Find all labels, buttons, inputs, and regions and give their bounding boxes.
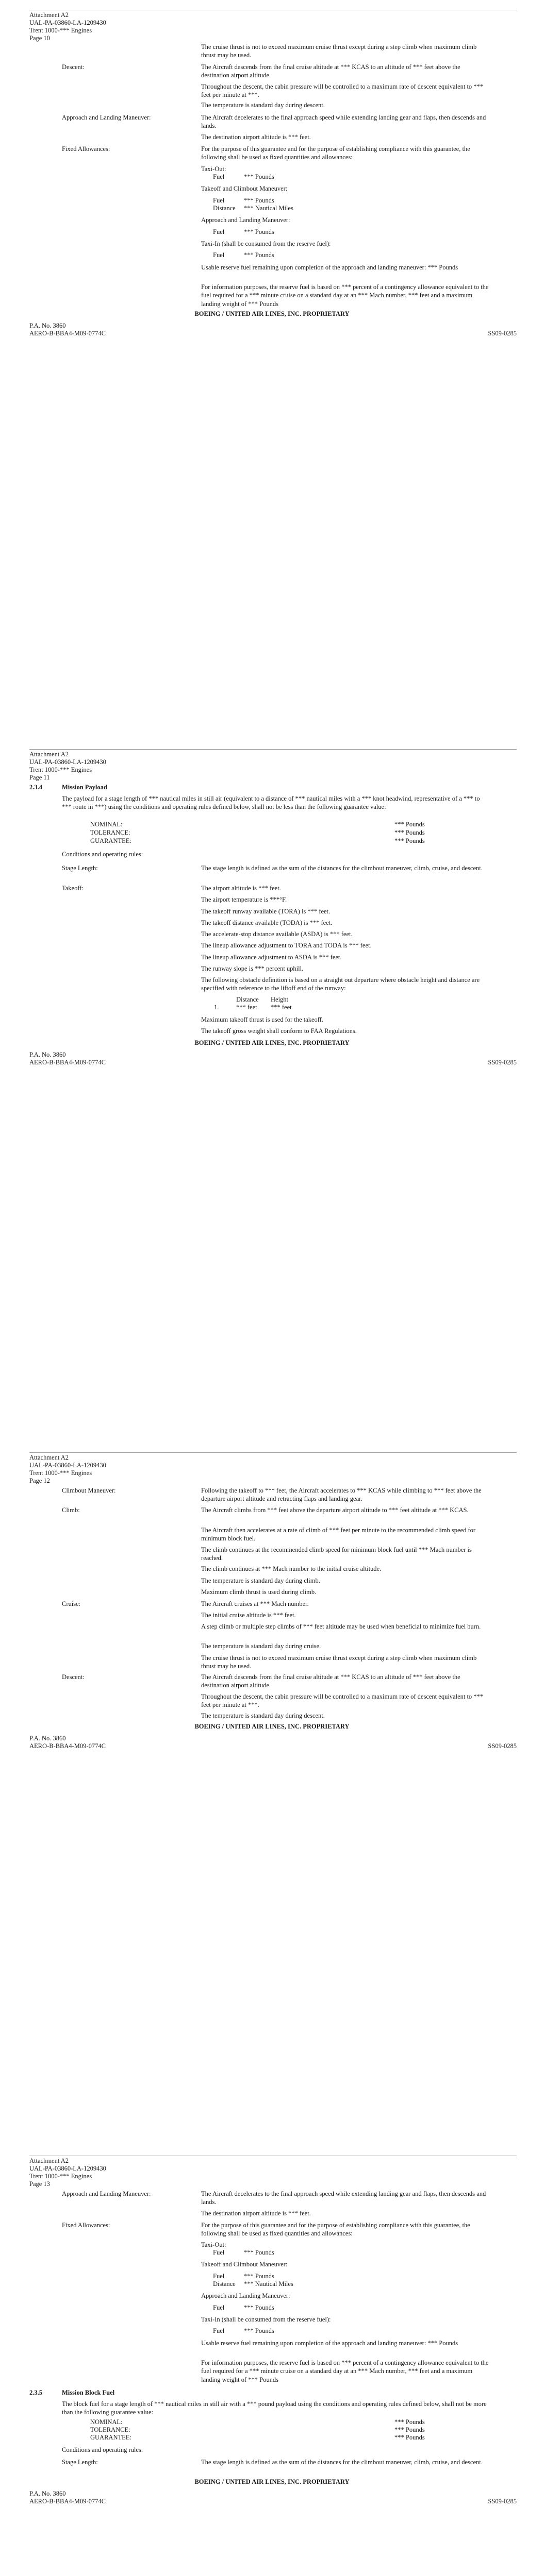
cruise-rule-1: The Aircraft cruises at *** Mach number. [201,1600,309,1607]
page-number: Page 11 [29,774,50,781]
approach-text-1: The Aircraft decelerates to the final approach speed while extending landing gear and flaps, then descends and lands. [201,114,486,130]
approach-text-1: The Aircraft decelerates to the final approach speed while extending landing gear and flaps, then descends and lands. [201,2190,486,2206]
guarantee-label: GUARANTEE: [90,837,131,844]
takeoff-fuel-label: Fuel [213,197,225,204]
attachment-label: Attachment A2 [29,2157,69,2164]
mission-block-fuel-intro: The block fuel for a stage length of *** nautical miles in still air with a *** pound payload using the conditions and operating rules defined below, shall not be more than the following guarantee value: [62,2400,487,2416]
takeoff-rule-9: The following obstacle definition is based on a straight out departure where obstacle height and distance are specified with reference to the liftoff end of the runway: [201,976,480,992]
doc-number: UAL-PA-03860-LA-1209430 [29,19,106,26]
takeoff-fuel-label: Fuel [213,2273,225,2280]
descent-rule-1: The Aircraft descends from the final cruise altitude at *** KCAS to an altitude of *** feet above the destination airport altitude. [201,1673,460,1689]
takeoff-rule-10: Maximum takeoff thrust is used for the takeoff. [201,1016,323,1023]
ss-code: SS09-0285 [488,1742,517,1750]
cruise-rule-5: The cruise thrust is not to exceed maximum cruise thrust except during a step climb when maximum climb thrust may be used. [201,1654,477,1670]
header-rule [29,1452,517,1453]
page-footer [29,1051,517,1066]
reserve-info-text: For information purposes, the reserve fuel is based on *** percent of a contingency allowance equivalent to the fuel required for a *** minute cruise on a standard day at an *** Mach number, *** feet and a maximum landing weight of *** Pounds [201,2359,489,2383]
climb-rule-5: The temperature is standard day during climb. [201,1577,320,1584]
pa-number: P.A. No. 3860 [29,1051,66,1058]
stage-length-label: Stage Length: [62,2459,98,2466]
taxi-out-label: Taxi-Out: [201,165,226,173]
page-12 [0,1406,544,2110]
page-footer [29,2490,517,2505]
attachment-label: Attachment A2 [29,751,69,758]
page-number: Page 10 [29,35,50,42]
approach-landing-label: Approach and Landing Maneuver: [201,2292,290,2299]
fixed-allowances-label: Fixed Allowances: [62,145,110,152]
section-title: Mission Block Fuel [62,2389,115,2396]
taxi-in-label: Taxi-In (shall be consumed from the reserve fuel): [201,240,331,247]
taxi-in-fuel-value: *** Pounds [244,251,274,259]
cruise-rule-2: The initial cruise altitude is *** feet. [201,1612,296,1619]
usable-reserve-text: Usable reserve fuel remaining upon completion of the approach and landing maneuver: *** Pounds [201,2340,458,2347]
page-footer [29,322,517,337]
climb-rule-1: The Aircraft climbs from *** feet above the departure airport altitude to *** feet altitude at *** KCAS. [201,1506,469,1514]
fixed-allowances-text: For the purpose of this guarantee and for the purpose of establishing compliance with this guarantee, the following shall be used as fixed quantities and allowances: [201,145,470,161]
taxi-out-label: Taxi-Out: [201,2241,226,2248]
takeoff-rule-6: The lineup allowance adjustment to TORA and TODA is *** feet. [201,942,372,949]
fixed-allowances-text: For the purpose of this guarantee and for the purpose of establishing compliance with this guarantee, the following shall be used as fixed quantities and allowances: [201,2222,470,2238]
descent-label: Descent: [62,63,85,71]
page-10 [0,0,544,703]
tolerance-value: *** Pounds [394,2426,425,2433]
climb-rule-3: The climb continues at the recommended climb speed for minimum block fuel until *** Mach number is reached. [201,1546,472,1562]
takeoff-label: Takeoff: [62,885,84,892]
taxi-in-fuel-label: Fuel [213,2327,225,2334]
climb-rule-2: The Aircraft then accelerates at a rate of climb of *** feet per minute to the recommended climb speed for minimum block fuel. [201,1527,476,1543]
cruise-rule-3: A step climb or multiple step climbs of *** feet altitude may be used when beneficial to minimize fuel burn. [201,1623,481,1630]
descent-text-1: The Aircraft descends from the final cruise altitude at *** KCAS to an altitude of *** feet above the destination airport altitude. [201,63,460,79]
doc-number: UAL-PA-03860-LA-1209430 [29,1462,106,1469]
reserve-info-text: For information purposes, the reserve fuel is based on *** percent of a contingency allowance equivalent to the fuel required for a *** minute cruise on a standard day at an *** Mach number, *** feet and a maximum landing weight of *** Pounds [201,283,489,308]
takeoff-distance-label: Distance [213,205,236,212]
engine-label: Trent 1000-*** Engines [29,2173,92,2180]
takeoff-rule-5: The accelerate-stop distance available (ASDA) is *** feet. [201,930,353,938]
taxi-out-fuel-label: Fuel [213,2249,225,2256]
page-number: Page 13 [29,2180,50,2188]
obstacle-distance-value: *** feet [236,1004,257,1011]
guarantee-label: GUARANTEE: [90,2434,131,2441]
pa-number: P.A. No. 3860 [29,2490,66,2497]
proprietary-notice: BOEING / UNITED AIR LINES, INC. PROPRIETARY [194,310,350,317]
approach-label: Approach and Landing Maneuver: [62,2190,151,2197]
takeoff-fuel-value: *** Pounds [244,197,274,204]
takeoff-rule-2: The airport temperature is ***°F. [201,896,287,903]
page-13 [0,2110,544,2576]
engine-label: Trent 1000-*** Engines [29,1469,92,1477]
cruise-thrust-text: The cruise thrust is not to exceed maximum cruise thrust except during a step climb when maximum climb thrust may be used. [201,43,477,59]
approach-label: Approach and Landing Maneuver: [62,114,151,121]
descent-rule-3: The temperature is standard day during descent. [201,1712,325,1719]
takeoff-fuel-value: *** Pounds [244,2273,274,2280]
descent-text-2: Throughout the descent, the cabin pressure will be controlled to a maximum rate of descent equivalent to *** feet per minute at ***. [201,83,484,99]
takeoff-climbout-label: Takeoff and Climbout Maneuver: [201,185,288,192]
section-number: 2.3.4 [29,784,42,791]
takeoff-rule-3: The takeoff runway available (TORA) is *** feet. [201,908,331,915]
takeoff-rule-4: The takeoff distance available (TODA) is *** feet. [201,919,333,926]
conditions-heading: Conditions and operating rules: [62,2446,143,2453]
pa-number: P.A. No. 3860 [29,1735,66,1742]
approach-fuel-label: Fuel [213,228,225,235]
descent-rule-2: Throughout the descent, the cabin pressure will be controlled to a maximum rate of descent equivalent to *** feet per minute at ***. [201,1693,484,1709]
ss-code: SS09-0285 [488,330,517,337]
climbout-text: Following the takeoff to *** feet, the Aircraft accelerates to *** KCAS while climbing to *** feet above the departure airport altitude and retracting flaps and landing gear. [201,1487,482,1503]
approach-fuel-value: *** Pounds [244,2304,274,2311]
attachment-label: Attachment A2 [29,11,69,19]
guarantee-value: *** Pounds [394,2434,425,2441]
takeoff-rule-1: The airport altitude is *** feet. [201,885,281,892]
engine-label: Trent 1000-*** Engines [29,27,92,34]
usable-reserve-text: Usable reserve fuel remaining upon completion of the approach and landing maneuver: *** Pounds [201,264,458,271]
takeoff-rule-7: The lineup allowance adjustment to ASDA is *** feet. [201,954,342,961]
cruise-label: Cruise: [62,1600,81,1607]
tolerance-label: TOLERANCE: [90,829,130,836]
ss-code: SS09-0285 [488,2498,517,2505]
attachment-label: Attachment A2 [29,1454,69,1461]
page-11 [0,703,544,1406]
engine-label: Trent 1000-*** Engines [29,766,92,773]
nominal-value: *** Pounds [394,821,425,828]
guarantee-value: *** Pounds [394,837,425,844]
ss-code: SS09-0285 [488,1059,517,1066]
nominal-label: NOMINAL: [90,821,123,828]
proprietary-notice: BOEING / UNITED AIR LINES, INC. PROPRIETARY [194,2478,350,2485]
page-header [29,2157,106,2188]
page-header [29,751,106,782]
approach-fuel-value: *** Pounds [244,228,274,235]
header-rule [29,749,517,750]
mission-payload-intro: The payload for a stage length of *** nautical miles in still air (equivalent to a distance of *** nautical miles with a *** knot headwind, representative of a *** to *** route in ***) using the conditions and operating rules defined below, shall not be less than the following guarantee value: [62,795,480,811]
climb-rule-4: The climb continues at *** Mach number to the initial cruise altitude. [201,1565,382,1572]
doc-number: UAL-PA-03860-LA-1209430 [29,2165,106,2172]
descent-text-3: The temperature is standard day during descent. [201,101,325,109]
taxi-out-fuel-value: *** Pounds [244,173,274,180]
taxi-in-fuel-label: Fuel [213,251,225,259]
conditions-heading: Conditions and operating rules: [62,851,143,858]
climb-rule-6: Maximum climb thrust is used during climb. [201,1588,317,1596]
fixed-allowances-label: Fixed Allowances: [62,2222,110,2229]
aero-code: AERO-B-BBA4-M09-0774C [29,1059,106,1066]
takeoff-rule-8: The runway slope is *** percent uphill. [201,965,304,972]
obstacle-row-number: 1. [214,1004,219,1011]
section-number: 2.3.5 [29,2389,42,2396]
climbout-label: Climbout Maneuver: [62,1487,116,1494]
cruise-rule-4: The temperature is standard day during cruise. [201,1642,321,1650]
proprietary-notice: BOEING / UNITED AIR LINES, INC. PROPRIETARY [194,1723,350,1730]
obstacle-height-value: *** feet [271,1004,292,1011]
takeoff-distance-value: *** Nautical Miles [244,205,293,212]
aero-code: AERO-B-BBA4-M09-0774C [29,2498,106,2505]
stage-length-label: Stage Length: [62,865,98,872]
pa-number: P.A. No. 3860 [29,322,66,329]
aero-code: AERO-B-BBA4-M09-0774C [29,330,106,337]
page-header [29,11,106,42]
page-footer [29,1735,517,1750]
nominal-label: NOMINAL: [90,2418,123,2426]
takeoff-climbout-label: Takeoff and Climbout Maneuver: [201,2261,288,2268]
approach-text-2: The destination airport altitude is *** feet. [201,2210,311,2217]
tolerance-value: *** Pounds [394,829,425,836]
page-header [29,1454,106,1485]
taxi-in-label: Taxi-In (shall be consumed from the reserve fuel): [201,2316,331,2323]
page-number: Page 12 [29,1477,50,1484]
obstacle-height-header: Height [271,996,289,1003]
approach-text-2: The destination airport altitude is *** feet. [201,133,311,141]
doc-number: UAL-PA-03860-LA-1209430 [29,758,106,766]
takeoff-distance-value: *** Nautical Miles [244,2280,293,2287]
proprietary-notice: BOEING / UNITED AIR LINES, INC. PROPRIETARY [194,1039,350,1046]
obstacle-distance-header: Distance [236,996,259,1003]
approach-landing-label: Approach and Landing Maneuver: [201,216,290,224]
section-title: Mission Payload [62,784,107,791]
takeoff-rule-11: The takeoff gross weight shall conform to FAA Regulations. [201,1027,357,1035]
descent-label: Descent: [62,1673,85,1681]
takeoff-distance-label: Distance [213,2280,236,2287]
tolerance-label: TOLERANCE: [90,2426,130,2433]
taxi-in-fuel-value: *** Pounds [244,2327,274,2334]
nominal-value: *** Pounds [394,2418,425,2426]
taxi-out-fuel-label: Fuel [213,173,225,180]
approach-fuel-label: Fuel [213,2304,225,2311]
stage-length-text: The stage length is defined as the sum of the distances for the climbout maneuver, climb, cruise, and descent. [201,865,483,872]
climb-label: Climb: [62,1506,80,1514]
stage-length-text: The stage length is defined as the sum of the distances for the climbout maneuver, climb, cruise, and descent. [201,2459,483,2466]
aero-code: AERO-B-BBA4-M09-0774C [29,1742,106,1750]
taxi-out-fuel-value: *** Pounds [244,2249,274,2256]
